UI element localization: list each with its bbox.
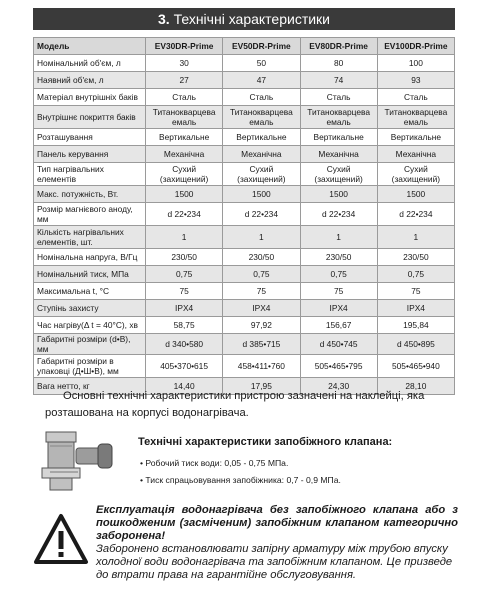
- table-cell: Механічна: [146, 146, 223, 163]
- table-cell: 505•465•795: [300, 355, 377, 378]
- column-header: EV50DR-Prime: [223, 38, 300, 55]
- table-row: [34, 317, 455, 334]
- warning-bold-text: Експлуатація водонагрівача без запобіжного клапана або з пошкодженим (засміченим) запобіжним клапаном категорично заборонена!: [96, 504, 458, 542]
- table-cell: Вертикальне: [300, 129, 377, 146]
- table-cell: 75: [300, 283, 377, 300]
- table-row: [34, 129, 455, 146]
- table-cell: IPX4: [377, 300, 454, 317]
- column-header: EV80DR-Prime: [300, 38, 377, 55]
- table-cell: 458•411•760: [223, 355, 300, 378]
- row-label: Внутрішнє покриття баків: [34, 106, 146, 129]
- list-item: • Тиск спрацьовування запобіжника: 0,7 - 0,9 МПа.: [140, 472, 341, 489]
- table-cell: 93: [377, 72, 454, 89]
- table-cell: 75: [377, 283, 454, 300]
- table-cell: 0,75: [377, 266, 454, 283]
- table-cell: 1: [377, 226, 454, 249]
- table-cell: 230/50: [300, 249, 377, 266]
- table-row: [34, 89, 455, 106]
- table-cell: IPX4: [146, 300, 223, 317]
- table-cell: IPX4: [300, 300, 377, 317]
- row-label: Габаритні розміри (d•В), мм: [34, 334, 146, 355]
- table-cell: 1500: [300, 186, 377, 203]
- table-cell: 1: [300, 226, 377, 249]
- table-cell: d 450•895: [377, 334, 454, 355]
- table-cell: 100: [377, 55, 454, 72]
- row-label: Ступінь захисту: [34, 300, 146, 317]
- row-label: Вага нетто, кг: [34, 378, 146, 395]
- column-header: Модель: [34, 38, 146, 55]
- table-cell: 0,75: [300, 266, 377, 283]
- table-cell: Вертикальне: [377, 129, 454, 146]
- table-cell: Титанокварцева емаль: [146, 106, 223, 129]
- table-cell: d 22•234: [377, 203, 454, 226]
- table-cell: Сухий (захищений): [146, 163, 223, 186]
- table-row: [34, 106, 455, 129]
- table-cell: Сухий (захищений): [377, 163, 454, 186]
- row-label: Панель керування: [34, 146, 146, 163]
- table-cell: Механічна: [223, 146, 300, 163]
- table-row: [34, 163, 455, 186]
- warning-triangle-icon: [33, 513, 89, 565]
- table-cell: d 450•745: [300, 334, 377, 355]
- table-cell: 0,75: [146, 266, 223, 283]
- table-row: [34, 355, 455, 378]
- table-cell: 28,10: [377, 378, 454, 395]
- table-row: [34, 334, 455, 355]
- table-row: [34, 266, 455, 283]
- table-cell: 1: [146, 226, 223, 249]
- table-row: [34, 55, 455, 72]
- table-cell: d 22•234: [223, 203, 300, 226]
- table-cell: 195,84: [377, 317, 454, 334]
- warning-plain-text: Заборонено встановлювати запірну арматуру між трубою впуску холодної води водонагрівача та запобіжним клапаном. Це призведе до втрати права на гарантійне обслуговування.: [96, 543, 453, 581]
- section-number: 3.: [158, 11, 170, 27]
- row-label: Максимальна t, °С: [34, 283, 146, 300]
- table-cell: 17,95: [223, 378, 300, 395]
- row-label: Час нагріву(Δ t = 40°С), хв: [34, 317, 146, 334]
- safety-valve-icon: [38, 426, 118, 494]
- row-label: Номінальний тиск, МПа: [34, 266, 146, 283]
- table-header-row: [34, 38, 455, 55]
- table-cell: IPX4: [223, 300, 300, 317]
- row-label: Тип нагрівальних елементів: [34, 163, 146, 186]
- table-cell: Механічна: [300, 146, 377, 163]
- table-cell: 1500: [377, 186, 454, 203]
- table-cell: 58,75: [146, 317, 223, 334]
- table-cell: 0,75: [223, 266, 300, 283]
- table-cell: Титанокварцева емаль: [223, 106, 300, 129]
- table-cell: 505•465•940: [377, 355, 454, 378]
- row-label: Розмір магнієвого аноду, мм: [34, 203, 146, 226]
- table-row: [34, 249, 455, 266]
- table-cell: 1: [223, 226, 300, 249]
- table-cell: d 340•580: [146, 334, 223, 355]
- table-cell: Сухий (захищений): [300, 163, 377, 186]
- table-cell: 80: [300, 55, 377, 72]
- table-row: [34, 283, 455, 300]
- table-cell: 14,40: [146, 378, 223, 395]
- table-row: [34, 146, 455, 163]
- table-row: [34, 226, 455, 249]
- column-header: EV100DR-Prime: [377, 38, 454, 55]
- section-title: Технічні характеристики: [173, 11, 330, 27]
- row-label: Макс. потужність, Вт.: [34, 186, 146, 203]
- table-cell: 230/50: [223, 249, 300, 266]
- table-cell: 50: [223, 55, 300, 72]
- valve-spec-list: [140, 455, 341, 489]
- table-cell: Титанокварцева емаль: [377, 106, 454, 129]
- table-cell: 75: [146, 283, 223, 300]
- table-row: [34, 203, 455, 226]
- table-cell: d 385•715: [223, 334, 300, 355]
- table-cell: 230/50: [377, 249, 454, 266]
- table-cell: Вертикальне: [223, 129, 300, 146]
- list-item: • Робочий тиск води: 0,05 - 0,75 МПа.: [140, 455, 341, 472]
- row-label: Матеріал внутрішніх баків: [34, 89, 146, 106]
- row-label: Наявний об'єм, л: [34, 72, 146, 89]
- table-row: [34, 72, 455, 89]
- table-cell: 27: [146, 72, 223, 89]
- table-cell: 97,92: [223, 317, 300, 334]
- table-cell: 156,67: [300, 317, 377, 334]
- table-cell: Титанокварцева емаль: [300, 106, 377, 129]
- section-header: [33, 8, 455, 30]
- table-row: [34, 186, 455, 203]
- table-cell: Сталь: [146, 89, 223, 106]
- warning-block: [96, 504, 458, 582]
- table-cell: 75: [223, 283, 300, 300]
- table-row: [34, 300, 455, 317]
- row-label: Кількість нагрівальних елементів, шт.: [34, 226, 146, 249]
- column-header: EV30DR-Prime: [146, 38, 223, 55]
- table-cell: 1500: [223, 186, 300, 203]
- table-cell: Вертикальне: [146, 129, 223, 146]
- label-note: Основні технічні характеристики пристрою зазначені на наклейці, яка розташована на корпусі водонагрівача.: [45, 390, 425, 419]
- row-label: Розташування: [34, 129, 146, 146]
- table-cell: d 22•234: [300, 203, 377, 226]
- table-cell: 1500: [146, 186, 223, 203]
- table-cell: 74: [300, 72, 377, 89]
- table-cell: d 22•234: [146, 203, 223, 226]
- row-label: Габаритні розміри в упаковці (Д•Ш•В), мм: [34, 355, 146, 378]
- table-cell: 47: [223, 72, 300, 89]
- valve-title: Технічні характеристики запобіжного клапана:: [138, 436, 393, 448]
- table-cell: Сталь: [377, 89, 454, 106]
- table-cell: Сталь: [223, 89, 300, 106]
- table-cell: 230/50: [146, 249, 223, 266]
- row-label: Номінальна напруга, В/Гц: [34, 249, 146, 266]
- table-body: [34, 55, 455, 395]
- table-cell: Механічна: [377, 146, 454, 163]
- table-cell: 30: [146, 55, 223, 72]
- row-label: Номінальний об'єм, л: [34, 55, 146, 72]
- table-cell: 24,30: [300, 378, 377, 395]
- table-cell: Сухий (захищений): [223, 163, 300, 186]
- spec-table: [33, 37, 455, 395]
- table-cell: 405•370•615: [146, 355, 223, 378]
- table-cell: Сталь: [300, 89, 377, 106]
